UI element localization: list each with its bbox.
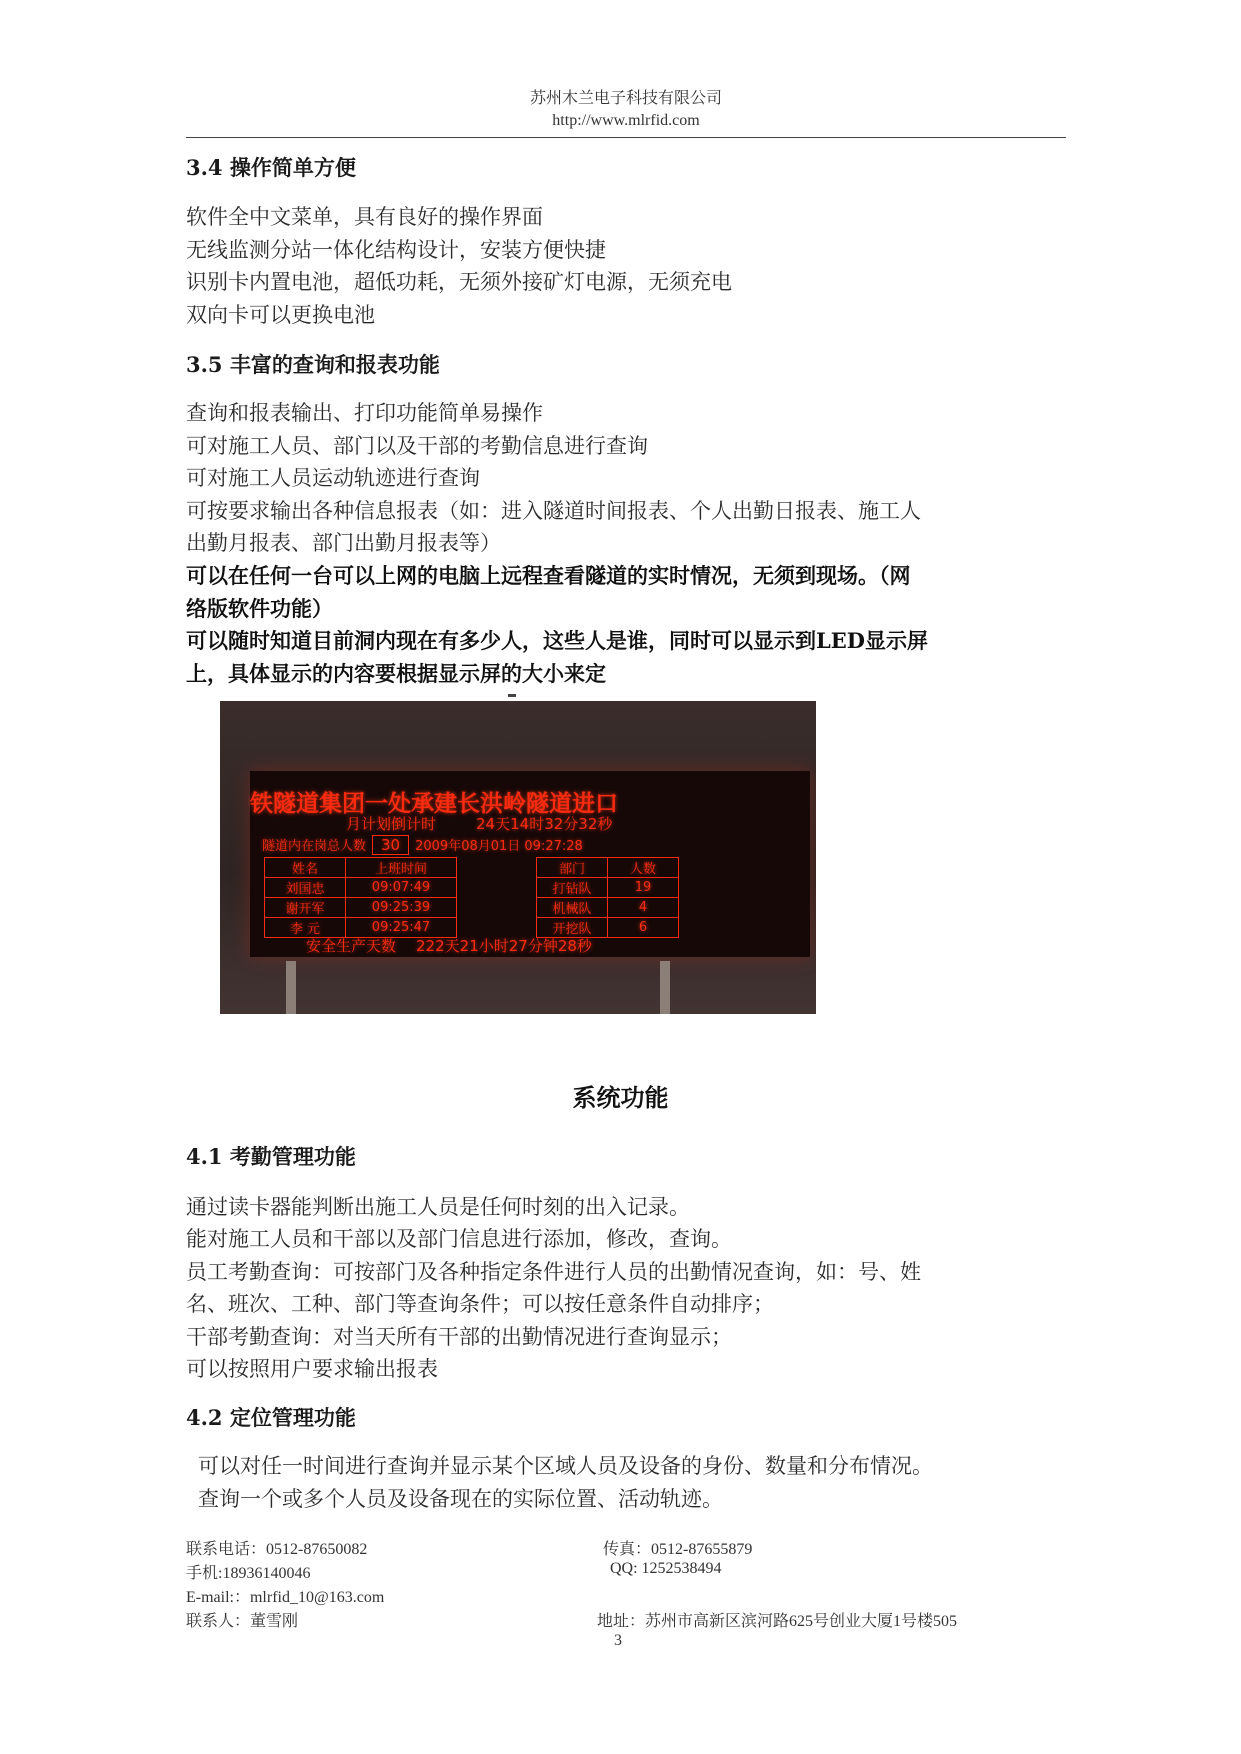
table-cell: 4: [608, 898, 679, 918]
header-divider: [186, 137, 1066, 138]
paragraph-line: 双向卡可以更换电池: [186, 303, 375, 327]
paragraph-line: 可按要求输出各种信息报表（如：进入隧道时间报表、个人出勤日报表、施工人: [186, 499, 921, 523]
led-count-label: 隧道内在岗总人数: [262, 839, 367, 854]
led-people-table: [264, 857, 457, 938]
paragraph-line: 无线监测分站一体化结构设计，安装方便快捷: [186, 238, 606, 262]
footer-mobile: 手机:18936140046: [186, 1565, 311, 1582]
table-cell: 谢开军: [265, 898, 346, 918]
table-cell: 09:07:49: [346, 878, 457, 898]
paragraph-line: 识别卡内置电池，超低功耗，无须外接矿灯电源，无须充电: [186, 270, 732, 294]
section-heading-3-4: 3.4 操作简单方便: [186, 155, 356, 180]
section-heading-4-2: 4.2 定位管理功能: [186, 1405, 356, 1430]
table-cell: 机械队: [537, 898, 608, 918]
table-header-cell: 部门: [537, 858, 608, 878]
table-cell: 6: [608, 918, 679, 938]
led-plan-value: 24天14时32分32秒: [476, 815, 613, 833]
table-row: [265, 878, 457, 898]
table-cell: 19: [608, 878, 679, 898]
led-safety-value: 222天21小时27分钟28秒: [416, 937, 592, 955]
led-datetime: 2009年08月01日 09:27:28: [415, 839, 583, 854]
table-cell: 09:25:39: [346, 898, 457, 918]
paragraph-line: 可以对任一时间进行查询并显示某个区域人员及设备的身份、数量和分布情况。: [198, 1454, 933, 1478]
footer-phone: 联系电话：0512-87650082: [186, 1541, 368, 1558]
table-cell: 刘国忠: [265, 878, 346, 898]
bold-paragraph-line: 上，具体显示的内容要根据显示屏的大小来定: [186, 661, 606, 686]
table-cell: 打钻队: [537, 878, 608, 898]
paragraph-line: 查询和报表输出、打印功能简单易操作: [186, 401, 543, 425]
footer-email: E-mail:：mlrfid_10@163.com: [186, 1589, 385, 1606]
table-cell: 开挖队: [537, 918, 608, 938]
section-heading-3-5: 3.5 丰富的查询和报表功能: [186, 352, 440, 377]
paragraph-line: 可以按照用户要求输出报表: [186, 1357, 438, 1381]
led-safety-label: 安全生产天数: [306, 937, 397, 955]
support-pole: [286, 961, 296, 1014]
table-header-cell: 人数: [608, 858, 679, 878]
paragraph-line: 可对施工人员运动轨迹进行查询: [186, 466, 480, 490]
bold-paragraph-line: 络版软件功能）: [186, 596, 333, 621]
paragraph-line: 能对施工人员和干部以及部门信息进行添加，修改，查询。: [186, 1227, 732, 1251]
company-name: 苏州木兰电子科技有限公司: [529, 90, 722, 107]
paragraph-line: 干部考勤查询：对当天所有干部的出勤情况进行查询显示；: [186, 1325, 732, 1349]
paragraph-line: 通过读卡器能判断出施工人员是任何时刻的出入记录。: [186, 1195, 690, 1219]
paragraph-line: 出勤月报表、部门出勤月报表等）: [186, 531, 501, 555]
table-cell: 09:25:47: [346, 918, 457, 938]
led-count-row: [262, 835, 583, 855]
bold-paragraph-line: 可以随时知道目前洞内现在有多少人，这些人是谁，同时可以显示到LED显示屏: [186, 628, 928, 653]
footer-address: 地址：苏州市高新区滨河路625号创业大厦1号楼505: [597, 1613, 958, 1630]
paragraph-line: 员工考勤查询：可按部门及各种指定条件进行人员的出勤情况查询，如：号、姓: [186, 1260, 921, 1284]
table-row: [537, 878, 679, 898]
led-plan-label: 月计划倒计时: [346, 815, 437, 833]
led-board: [250, 771, 810, 957]
paragraph-line: 名、班次、工种、部门等查询条件；可以按任意条件自动排序；: [186, 1292, 774, 1316]
led-count-value: 30: [372, 835, 409, 855]
company-url: http://www.mlrfid.com: [552, 112, 700, 129]
led-display-photo: [220, 701, 816, 1014]
table-row: [537, 898, 679, 918]
bold-paragraph-line: 可以在任何一台可以上网的电脑上远程查看隧道的实时情况，无须到现场。（网: [186, 563, 911, 588]
led-safety-row: [306, 935, 592, 956]
table-row: [265, 898, 457, 918]
footer-qq: QQ: 1252538494: [610, 1560, 722, 1577]
paragraph-line: 查询一个或多个人员及设备现在的实际位置、活动轨迹。: [198, 1487, 723, 1511]
paragraph-line: 软件全中文菜单，具有良好的操作界面: [186, 205, 543, 229]
table-header-cell: 上班时间: [346, 858, 457, 878]
footer-contact: 联系人：董雪刚: [186, 1613, 299, 1630]
table-row: [265, 858, 457, 878]
chapter-title: 系统功能: [572, 1083, 669, 1112]
support-pole: [660, 961, 670, 1014]
table-cell: 李 元: [265, 918, 346, 938]
led-title: 铁隧道集团一处承建长洪岭隧道进口: [250, 791, 618, 817]
text-cursor-mark: [508, 694, 516, 697]
section-heading-4-1: 4.1 考勤管理功能: [186, 1144, 356, 1169]
page-number: 3: [614, 1632, 622, 1649]
page-header: [186, 88, 1066, 132]
paragraph-line: 可对施工人员、部门以及干部的考勤信息进行查询: [186, 434, 648, 458]
table-header-cell: 姓名: [265, 858, 346, 878]
led-plan-countdown: [346, 813, 612, 834]
led-dept-table: [536, 857, 679, 938]
footer-fax: 传真：0512-87655879: [603, 1541, 753, 1558]
table-row: [537, 858, 679, 878]
